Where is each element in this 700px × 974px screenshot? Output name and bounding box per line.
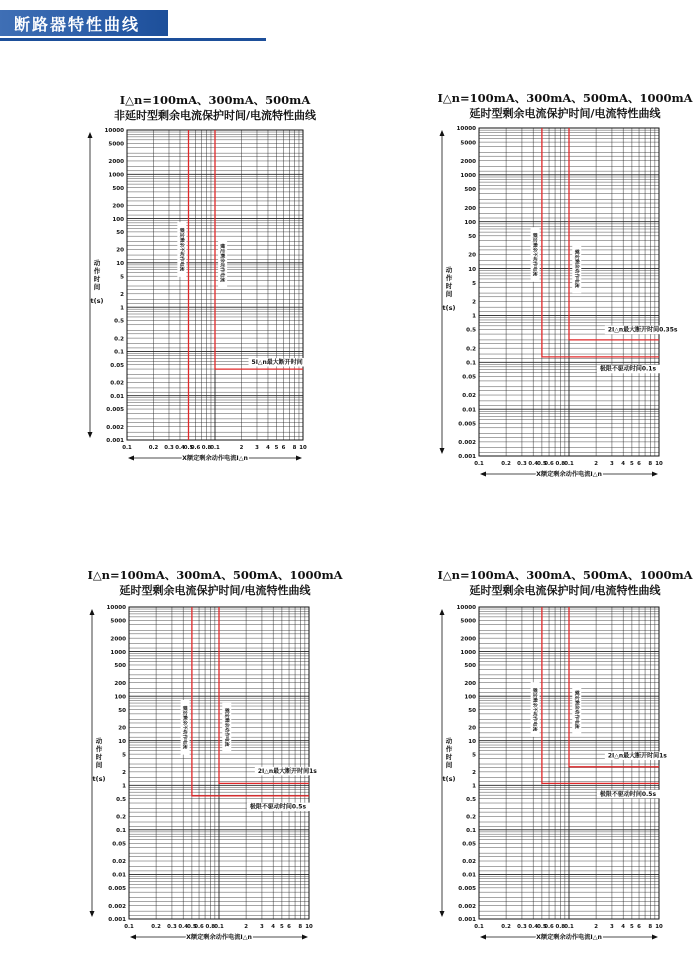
y-axis-label-char: 间	[95, 761, 103, 769]
x-tick-label: 4	[621, 461, 626, 467]
x-tick-label: 0.5	[537, 461, 547, 467]
x-tick-label: 0.1	[210, 445, 220, 451]
chart-panel-2	[435, 90, 695, 479]
y-tick-label: 0.1	[466, 828, 476, 835]
annotation-label: 极限不驱动时间0.5s	[249, 803, 307, 811]
y-tick-label: 5	[120, 274, 124, 281]
x-tick-label: 0.6	[194, 924, 204, 930]
y-tick-label: 1	[472, 783, 476, 790]
x-tick-label: 3	[255, 445, 259, 451]
y-tick-label: 50	[468, 234, 476, 241]
y-axis-label-char: 作	[445, 274, 453, 282]
y-tick-label: 0.01	[462, 872, 476, 879]
y-axis-label-char: 作	[93, 267, 101, 275]
y-tick-label: 0.2	[466, 346, 476, 353]
y-tick-label: 10000	[456, 126, 476, 133]
x-axis-arrowhead	[480, 472, 486, 477]
y-tick-label: 0.01	[110, 393, 124, 400]
y-tick-label: 5000	[460, 618, 476, 625]
y-tick-label: 50	[116, 230, 124, 237]
y-tick-label: 5000	[110, 618, 126, 625]
x-tick-label: 0.3	[167, 924, 177, 930]
y-tick-label: 500	[464, 663, 476, 670]
x-tick-label: 2	[239, 445, 244, 451]
x-tick-label: 5	[274, 445, 279, 451]
y-tick-label: 0.05	[112, 841, 126, 848]
x-tick-label: 0.8	[205, 924, 216, 930]
annotation-label: 额定剩余不动作电流	[531, 232, 537, 277]
x-tick-label: 3	[610, 461, 614, 467]
y-axis-label-char: 间	[445, 761, 453, 769]
y-tick-label: 10000	[106, 605, 126, 612]
annotation-label: 极限不驱动时间0.1s	[599, 365, 657, 373]
y-tick-label: 2000	[110, 636, 126, 643]
y-tick-label: 10000	[456, 605, 476, 612]
annotation-label: 额定剩余动作电流	[573, 690, 579, 729]
x-tick-label: 0.6	[544, 924, 554, 930]
y-tick-label: 500	[464, 187, 476, 194]
y-tick-label: 0.5	[116, 796, 126, 803]
x-tick-label: 6	[287, 924, 291, 930]
y-tick-label: 10000	[104, 128, 124, 135]
y-axis-arrowhead	[440, 448, 445, 454]
y-tick-label: 0.2	[114, 336, 124, 343]
y-axis-label-char: 间	[93, 283, 101, 291]
y-tick-label: 200	[112, 203, 124, 210]
y-tick-label: 0.05	[110, 362, 124, 369]
y-axis-unit: t(s)	[442, 304, 456, 312]
chart-panel-4	[435, 567, 695, 947]
y-tick-label: 0.2	[116, 814, 126, 821]
y-axis-unit: t(s)	[92, 775, 106, 783]
y-tick-label: 0.02	[462, 859, 476, 866]
y-tick-label: 200	[114, 680, 126, 687]
x-tick-label: 0.5	[183, 445, 194, 451]
y-tick-label: 100	[112, 216, 124, 223]
y-tick-label: 2	[120, 292, 124, 299]
y-tick-label: 0.01	[112, 872, 126, 879]
annotation-label: 额定剩余不动作电流	[178, 227, 184, 272]
x-axis-arrowhead	[296, 456, 302, 461]
y-tick-label: 0.1	[466, 360, 476, 367]
chart-title: I△n=100mA、300mA、500mA	[119, 93, 311, 107]
y-tick-label: 2	[472, 770, 476, 777]
y-tick-label: 100	[464, 694, 476, 701]
y-axis-arrowhead	[440, 911, 445, 917]
y-axis-arrowhead	[440, 130, 445, 136]
chart-svg	[435, 567, 695, 947]
y-axis-label-char: 动	[95, 737, 103, 745]
x-tick-label: 0.8	[555, 461, 566, 467]
y-tick-label: 200	[464, 680, 476, 687]
y-tick-label: 0.001	[106, 438, 124, 445]
y-tick-label: 0.005	[458, 421, 476, 428]
chart-panel-3	[85, 567, 345, 947]
y-axis-label-char: 时	[445, 753, 453, 761]
annotation-label: 额定剩余动作电流	[573, 249, 579, 288]
chart-subtitle: 延时型剩余电流保护时间/电流特性曲线	[469, 584, 661, 597]
y-tick-label: 20	[116, 247, 124, 254]
chart-subtitle: 延时型剩余电流保护时间/电流特性曲线	[469, 107, 661, 120]
y-axis-label-char: 时	[95, 753, 103, 761]
y-axis-label-char: 作	[95, 745, 103, 753]
x-axis-arrowhead	[652, 472, 658, 477]
annotation-label: 2I△n最大断开时间0.35s	[607, 326, 678, 334]
y-axis-unit: t(s)	[442, 775, 456, 783]
x-tick-label: 10	[305, 924, 313, 930]
y-tick-label: 0.2	[466, 814, 476, 821]
chart-title: I△n=100mA、300mA、500mA、1000mA	[87, 568, 343, 582]
characteristic-curve	[569, 128, 659, 340]
y-tick-label: 100	[114, 694, 126, 701]
y-tick-label: 0.05	[462, 374, 476, 381]
x-tick-label: 8	[648, 461, 653, 467]
y-tick-label: 20	[468, 725, 476, 732]
y-tick-label: 0.002	[458, 440, 476, 447]
x-tick-label: 10	[655, 924, 663, 930]
y-axis-label-char: 动	[445, 266, 453, 274]
characteristic-curve	[219, 607, 309, 783]
annotation-label: 极限不驱动时间0.5s	[599, 790, 657, 798]
x-tick-label: 0.4	[528, 461, 538, 467]
y-tick-label: 10	[468, 738, 476, 745]
x-tick-label: 0.3	[517, 461, 527, 467]
y-tick-label: 20	[118, 725, 126, 732]
y-axis-arrowhead	[90, 609, 95, 615]
x-axis-arrowhead	[130, 935, 136, 940]
y-tick-label: 1	[472, 313, 476, 320]
annotation-label: 额定剩余动作电流	[219, 243, 225, 283]
x-tick-label: 0.4	[528, 924, 538, 930]
y-tick-label: 0.005	[106, 407, 124, 414]
x-tick-label: 0.4	[178, 924, 188, 930]
y-tick-label: 1000	[460, 649, 476, 656]
x-tick-label: 0.1	[214, 924, 224, 930]
x-tick-label: 0.3	[517, 924, 527, 930]
x-tick-label: 0.1	[564, 461, 574, 467]
y-tick-label: 1000	[110, 649, 126, 656]
x-axis-arrowhead	[480, 935, 486, 940]
y-axis-label-char: 动	[445, 737, 453, 745]
y-tick-label: 2	[122, 770, 126, 777]
x-tick-label: 5	[280, 924, 284, 930]
y-axis-label-char: 作	[445, 745, 453, 753]
x-tick-label: 6	[637, 461, 641, 467]
y-tick-label: 50	[468, 707, 476, 714]
y-tick-label: 10	[118, 738, 126, 745]
chart-subtitle: 非延时型剩余电流保护时间/电流特性曲线	[113, 109, 317, 122]
x-tick-label: 2	[594, 461, 598, 467]
y-tick-label: 500	[114, 663, 126, 670]
x-axis-label: X额定剩余动作电流I△n	[186, 934, 252, 942]
y-tick-label: 0.005	[458, 886, 476, 893]
y-tick-label: 1000	[460, 173, 476, 180]
page-title: 断路器特性曲线	[14, 15, 141, 34]
y-tick-label: 200	[464, 205, 476, 212]
header-underline	[0, 38, 266, 41]
chart-title: I△n=100mA、300mA、500mA、1000mA	[437, 568, 693, 582]
y-tick-label: 10	[116, 261, 124, 268]
chart-title: I△n=100mA、300mA、500mA、1000mA	[437, 91, 693, 105]
x-tick-label: 0.3	[164, 445, 174, 451]
y-tick-label: 10	[468, 266, 476, 273]
y-tick-label: 0.01	[462, 407, 476, 414]
y-tick-label: 1	[120, 305, 124, 312]
annotation-label: 额定剩余不动作电流	[531, 687, 537, 732]
y-tick-label: 5000	[460, 140, 476, 147]
y-tick-label: 0.02	[110, 380, 124, 387]
y-tick-label: 5	[472, 752, 476, 759]
annotation-label: 额定剩余动作电流	[223, 708, 229, 747]
y-axis-arrowhead	[90, 911, 95, 917]
y-tick-label: 100	[464, 219, 476, 226]
y-tick-label: 1000	[108, 172, 124, 179]
annotation-label: 2I△n最大断开时间1s	[607, 752, 667, 760]
x-tick-label: 0.2	[151, 924, 161, 930]
chart-svg	[435, 90, 695, 479]
y-axis-arrowhead	[88, 132, 93, 138]
y-tick-label: 0.1	[116, 828, 126, 835]
x-tick-label: 0.1	[474, 924, 484, 930]
y-tick-label: 0.02	[112, 859, 126, 866]
x-tick-label: 8	[292, 445, 297, 451]
y-tick-label: 0.005	[108, 886, 126, 893]
x-axis-label: X额定剩余动作电流I△n	[536, 934, 602, 942]
x-tick-label: 0.1	[564, 924, 574, 930]
y-tick-label: 0.002	[108, 903, 126, 910]
y-tick-label: 2000	[460, 636, 476, 643]
x-tick-label: 3	[260, 924, 264, 930]
x-tick-label: 0.8	[555, 924, 566, 930]
x-tick-label: 0.4	[175, 445, 185, 451]
x-tick-label: 0.5	[537, 924, 547, 930]
x-tick-label: 2	[244, 924, 248, 930]
y-tick-label: 500	[112, 185, 124, 192]
annotation-label: 2I△n最大断开时间1s	[257, 767, 317, 775]
annotation-label: 额定剩余不动作电流	[181, 705, 187, 749]
annotation-label: 5I△n最大断开时间	[251, 359, 303, 367]
x-tick-label: 0.6	[544, 461, 554, 467]
y-tick-label: 0.1	[114, 349, 124, 356]
y-tick-label: 20	[468, 252, 476, 259]
y-tick-label: 0.5	[466, 796, 476, 803]
x-tick-label: 0.2	[501, 461, 511, 467]
x-tick-label: 4	[271, 924, 276, 930]
chart-subtitle: 延时型剩余电流保护时间/电流特性曲线	[119, 584, 311, 597]
chart-svg	[85, 567, 345, 947]
y-tick-label: 0.002	[106, 424, 124, 431]
y-axis-unit: t(s)	[90, 297, 104, 305]
y-axis-arrowhead	[440, 609, 445, 615]
x-tick-label: 0.1	[122, 445, 132, 451]
chart-svg	[85, 92, 345, 472]
x-tick-label: 8	[298, 924, 303, 930]
x-tick-label: 3	[610, 924, 614, 930]
x-tick-label: 10	[655, 461, 663, 467]
x-axis-arrowhead	[128, 456, 134, 461]
y-axis-arrowhead	[88, 432, 93, 438]
y-tick-label: 0.001	[458, 917, 476, 924]
x-tick-label: 2	[594, 924, 598, 930]
x-tick-label: 0.8	[201, 445, 212, 451]
x-tick-label: 0.2	[501, 924, 511, 930]
y-tick-label: 2000	[460, 158, 476, 165]
y-tick-label: 5	[472, 280, 476, 287]
y-tick-label: 5	[122, 752, 126, 759]
x-tick-label: 4	[621, 924, 626, 930]
page-header	[0, 0, 700, 44]
x-tick-label: 0.6	[190, 445, 201, 451]
y-tick-label: 0.05	[462, 841, 476, 848]
x-tick-label: 6	[281, 445, 286, 451]
x-axis-arrowhead	[302, 935, 308, 940]
y-axis-label-char: 时	[445, 282, 453, 290]
y-tick-label: 50	[118, 707, 126, 714]
x-tick-label: 0.1	[124, 924, 134, 930]
chart-panel-1	[85, 92, 345, 472]
y-tick-label: 0.5	[114, 318, 124, 325]
y-tick-label: 5000	[108, 141, 124, 148]
y-tick-label: 0.002	[458, 903, 476, 910]
y-axis-label-char: 时	[93, 275, 101, 283]
x-tick-label: 0.1	[474, 461, 484, 467]
y-tick-label: 0.001	[108, 917, 126, 924]
x-tick-label: 0.5	[187, 924, 197, 930]
y-tick-label: 0.001	[458, 454, 476, 461]
x-tick-label: 8	[648, 924, 653, 930]
x-tick-label: 6	[637, 924, 641, 930]
x-tick-label: 4	[266, 445, 270, 451]
y-tick-label: 1	[122, 783, 126, 790]
x-axis-arrowhead	[652, 935, 658, 940]
y-tick-label: 2	[472, 299, 476, 306]
y-axis-label-char: 间	[445, 290, 453, 298]
y-tick-label: 2000	[108, 159, 124, 166]
x-tick-label: 0.2	[148, 445, 159, 451]
x-axis-label: X额定剩余动作电流I△n	[182, 455, 248, 463]
y-tick-label: 0.5	[466, 327, 476, 334]
x-axis-label: X额定剩余动作电流I△n	[536, 471, 602, 479]
x-tick-label: 5	[630, 461, 634, 467]
y-axis-label-char: 动	[93, 259, 101, 267]
x-tick-label: 5	[630, 924, 634, 930]
y-tick-label: 0.02	[462, 393, 476, 400]
x-tick-label: 10	[299, 445, 307, 451]
